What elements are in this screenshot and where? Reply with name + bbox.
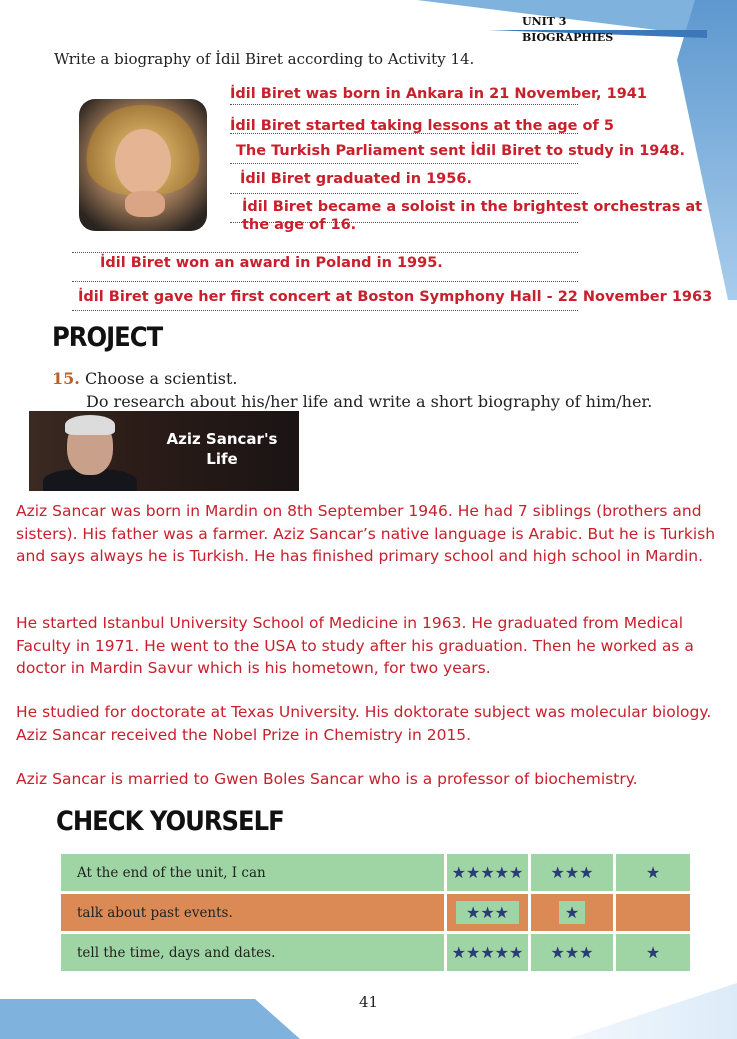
banner-portrait-hair bbox=[65, 415, 115, 435]
answer-text: İdil Biret gave her first concert at Boston Symphony Hall - 22 November 1963 bbox=[78, 289, 713, 305]
rating-cell bbox=[447, 854, 528, 891]
star-icon: ★ bbox=[645, 943, 661, 962]
photo-hand bbox=[125, 191, 165, 217]
idil-biret-photo bbox=[79, 99, 207, 231]
answer-line bbox=[230, 193, 578, 194]
star-icon: ★★★ bbox=[456, 901, 519, 924]
biography-paragraph: He started Istanbul University School of Medicine in 1963. He graduated from Medical Faculty in 1971. He went to the USA to study after his graduation. Then he worked as a doctor in Mardin Savur which is his hometown, for two years. bbox=[16, 614, 694, 677]
star-icon bbox=[616, 894, 690, 931]
banner-title bbox=[149, 429, 295, 469]
unit-header bbox=[522, 14, 613, 46]
unit-label: UNIT 3 bbox=[522, 15, 567, 28]
star-icon: ★★★★★ bbox=[451, 863, 524, 882]
star-icon: ★★★ bbox=[550, 943, 594, 962]
answer-line bbox=[72, 252, 578, 253]
photo-face bbox=[115, 129, 171, 195]
page-number: 41 bbox=[358, 993, 379, 1011]
table-row bbox=[61, 934, 690, 971]
answer-line bbox=[230, 104, 578, 105]
check-yourself-heading: CHECK YOURSELF bbox=[56, 806, 284, 837]
rating-cell bbox=[616, 894, 690, 931]
answer-line bbox=[72, 281, 578, 282]
table-row bbox=[61, 854, 690, 891]
biography-paragraph: Aziz Sancar is married to Gwen Boles Sancar who is a professor of biochemistry. bbox=[16, 770, 638, 788]
answer-text: The Turkish Parliament sent İdil Biret to study in 1948. bbox=[236, 143, 686, 159]
rating-cell bbox=[447, 894, 528, 931]
biography-paragraph: Aziz Sancar was born in Mardin on 8th September 1946. He had 7 siblings (brothers and sisters). His father was a farmer. Aziz Sancar’s native language is Arabic. But he is Turkish and says always he is Turkish. He has finished primary school and high school in Mardin. bbox=[16, 502, 716, 565]
biography-paragraph: He studied for doctorate at Texas University. His doktorate subject was molecular biology. Aziz Sancar received the Nobel Prize in Chemistry in 2015. bbox=[16, 703, 712, 744]
answer-line bbox=[72, 310, 578, 311]
question-number: 15. bbox=[52, 369, 80, 388]
answer-text: İdil Biret won an award in Poland in 1995. bbox=[100, 255, 443, 271]
row-label: At the end of the unit, I can bbox=[61, 854, 444, 891]
star-icon: ★★★ bbox=[550, 863, 594, 882]
rating-cell bbox=[447, 934, 528, 971]
banner-title-line-2: Life bbox=[206, 450, 238, 468]
activity-instruction: Write a biography of İdil Biret according to Activity 14. bbox=[54, 50, 475, 68]
rating-cell bbox=[531, 854, 613, 891]
rating-cell bbox=[616, 934, 690, 971]
rating-cell bbox=[531, 934, 613, 971]
aziz-sancar-banner bbox=[29, 411, 299, 491]
banner-title-line-1: Aziz Sancar's bbox=[166, 430, 278, 448]
question-15 bbox=[52, 369, 237, 388]
rating-cell bbox=[531, 894, 613, 931]
row-label: tell the time, days and dates. bbox=[61, 934, 444, 971]
row-label: talk about past events. bbox=[61, 894, 444, 931]
table-row bbox=[61, 894, 690, 931]
question-line-1: Choose a scientist. bbox=[84, 369, 238, 388]
answer-line bbox=[230, 163, 578, 164]
section-label: BIOGRAPHIES bbox=[522, 31, 614, 44]
answer-text: the age of 16. bbox=[242, 217, 357, 233]
star-icon: ★ bbox=[645, 863, 661, 882]
question-line-2: Do research about his/her life and write a short biography of him/her. bbox=[86, 392, 653, 411]
answer-text: İdil Biret graduated in 1956. bbox=[240, 171, 472, 187]
star-icon: ★ bbox=[559, 901, 585, 924]
rating-cell bbox=[616, 854, 690, 891]
check-yourself-table bbox=[58, 851, 693, 974]
star-icon: ★★★★★ bbox=[451, 943, 524, 962]
project-heading: PROJECT bbox=[52, 322, 163, 353]
answer-text: İdil Biret was born in Ankara in 21 November, 1941 bbox=[230, 86, 647, 102]
answer-text: İdil Biret became a soloist in the brightest orchestras at bbox=[242, 199, 703, 215]
corner-decoration-right bbox=[677, 0, 737, 300]
answer-text: İdil Biret started taking lessons at the age of 5 bbox=[230, 118, 614, 134]
